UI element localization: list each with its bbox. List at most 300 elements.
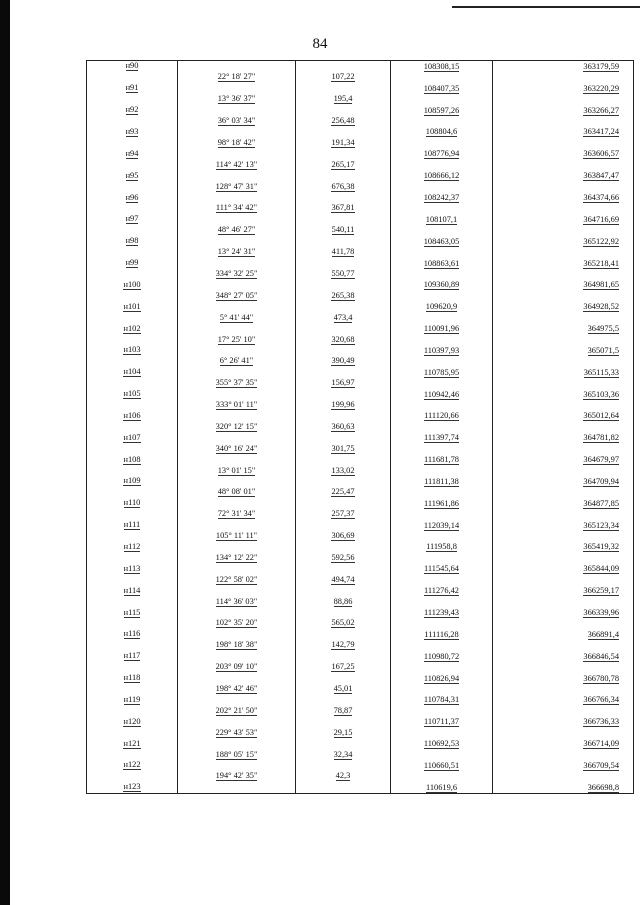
point-x xyxy=(391,389,493,400)
segment-distance-text: 265,17 xyxy=(331,159,355,169)
point-row xyxy=(87,782,634,793)
point-name xyxy=(87,61,178,72)
x-cell-empty xyxy=(391,400,493,411)
point-x xyxy=(391,83,493,94)
segment-row xyxy=(87,181,634,192)
point-x-text: 110711,37 xyxy=(424,717,459,727)
segment-angle-text: 198° 42' 46" xyxy=(215,684,258,693)
y-cell-empty xyxy=(493,334,634,345)
segment-angle-text: 203° 09' 10" xyxy=(215,662,258,672)
distance-cell-empty xyxy=(296,454,391,465)
point-row xyxy=(87,651,634,662)
point-x-text: 108407,35 xyxy=(423,83,460,93)
point-x xyxy=(391,105,493,116)
y-cell-empty xyxy=(493,705,634,716)
point-name-text: н101 xyxy=(123,301,141,311)
point-x xyxy=(391,585,493,596)
distance-cell-empty xyxy=(296,127,391,138)
point-name-text: н107 xyxy=(123,432,141,442)
point-row xyxy=(87,127,634,138)
segment-angle-text: 111° 34' 42" xyxy=(215,203,258,213)
distance-cell-empty xyxy=(296,673,391,684)
segment-angle-text: 122° 58' 02" xyxy=(215,574,258,584)
point-x-text: 111397,74 xyxy=(424,433,459,443)
segment-row xyxy=(87,356,634,367)
point-row xyxy=(87,629,634,640)
segment-angle-text: 355° 37' 35" xyxy=(215,378,258,388)
distance-cell-empty xyxy=(296,367,391,378)
distance-cell-empty xyxy=(296,476,391,487)
segment-angle-text: 36° 03' 34" xyxy=(217,116,256,126)
x-cell-empty xyxy=(391,531,493,542)
segment-angle-text: 102° 35' 20" xyxy=(215,618,258,628)
name-cell-empty xyxy=(87,596,178,607)
segment-distance-text: 191,34 xyxy=(331,137,355,147)
point-y-text: 363266,27 xyxy=(583,105,619,115)
point-y xyxy=(493,673,634,684)
point-x-text: 108597,26 xyxy=(423,105,460,115)
point-x xyxy=(391,170,493,181)
angle-cell-empty xyxy=(178,83,296,94)
angle-cell-empty xyxy=(178,585,296,596)
segment-angle xyxy=(178,116,296,127)
segment-distance-text: 167,25 xyxy=(331,662,355,672)
angle-cell-empty xyxy=(178,694,296,705)
y-cell-empty xyxy=(493,181,634,192)
segment-row xyxy=(87,509,634,520)
angle-cell-empty xyxy=(178,716,296,727)
segment-distance-text: 473,4 xyxy=(333,312,353,322)
segment-row xyxy=(87,465,634,476)
segment-distance-text: 45,01 xyxy=(333,684,353,693)
point-y-text: 363179,59 xyxy=(583,61,619,71)
point-y xyxy=(493,585,634,596)
angle-cell-empty xyxy=(178,148,296,159)
segment-angle-text: 348° 27' 05" xyxy=(215,290,258,300)
segment-row xyxy=(87,487,634,498)
point-name xyxy=(87,673,178,684)
segment-angle-text: 334° 32' 25" xyxy=(215,268,258,278)
point-row xyxy=(87,323,634,334)
y-cell-empty xyxy=(493,771,634,782)
segment-distance xyxy=(296,312,391,323)
coordinates-table xyxy=(86,60,634,794)
segment-distance xyxy=(296,400,391,411)
x-cell-empty xyxy=(391,290,493,301)
segment-angle-text: 114° 36' 03" xyxy=(215,596,258,606)
point-y-text: 364716,69 xyxy=(583,214,619,224)
x-cell-empty xyxy=(391,574,493,585)
y-cell-empty xyxy=(493,116,634,127)
segment-angle-text: 17° 25' 10" xyxy=(217,334,256,344)
point-y xyxy=(493,432,634,443)
point-y-text: 366780,78 xyxy=(583,673,619,683)
point-name-text: н98 xyxy=(125,236,139,246)
point-y-text: 366714,09 xyxy=(583,739,619,749)
segment-distance xyxy=(296,94,391,105)
name-cell-empty xyxy=(87,465,178,476)
point-x xyxy=(391,345,493,356)
segment-distance xyxy=(296,159,391,170)
point-name-text: н120 xyxy=(123,716,141,726)
name-cell-empty xyxy=(87,334,178,345)
point-row xyxy=(87,716,634,727)
segment-angle-text: 194° 42' 35" xyxy=(215,771,258,781)
point-x-text: 111681,78 xyxy=(424,455,459,465)
point-row xyxy=(87,83,634,94)
point-name-text: н114 xyxy=(123,585,141,595)
name-cell-empty xyxy=(87,290,178,301)
segment-distance xyxy=(296,662,391,673)
segment-distance-text: 88,86 xyxy=(333,596,353,606)
segment-angle xyxy=(178,749,296,760)
point-name-text: н92 xyxy=(125,105,139,115)
segment-distance-text: 42,3 xyxy=(335,771,351,781)
name-cell-empty xyxy=(87,771,178,782)
distance-cell-empty xyxy=(296,651,391,662)
x-cell-empty xyxy=(391,705,493,716)
point-y xyxy=(493,105,634,116)
point-x xyxy=(391,192,493,203)
point-name-text: н112 xyxy=(123,542,141,552)
point-y xyxy=(493,782,634,793)
x-cell-empty xyxy=(391,181,493,192)
x-cell-empty xyxy=(391,487,493,498)
point-name-text: н90 xyxy=(125,61,139,71)
point-x xyxy=(391,301,493,312)
point-x xyxy=(391,673,493,684)
name-cell-empty xyxy=(87,443,178,454)
x-cell-empty xyxy=(391,465,493,476)
point-name xyxy=(87,279,178,290)
segment-angle xyxy=(178,334,296,345)
point-name xyxy=(87,411,178,422)
segment-distance-text: 306,69 xyxy=(331,531,355,541)
point-row xyxy=(87,498,634,509)
angle-cell-empty xyxy=(178,432,296,443)
name-cell-empty xyxy=(87,400,178,411)
y-cell-empty xyxy=(493,378,634,389)
x-cell-empty xyxy=(391,312,493,323)
point-x-text: 111961,86 xyxy=(424,498,459,508)
point-name-text: н103 xyxy=(123,345,141,355)
segment-distance xyxy=(296,269,391,280)
segment-angle xyxy=(178,684,296,695)
distance-cell-empty xyxy=(296,105,391,116)
segment-distance xyxy=(296,705,391,716)
point-y xyxy=(493,498,634,509)
point-name-text: н100 xyxy=(123,279,141,289)
point-x-text: 108308,15 xyxy=(423,61,460,71)
point-x xyxy=(391,476,493,487)
point-y-text: 363417,24 xyxy=(583,127,619,137)
segment-row xyxy=(87,552,634,563)
point-row xyxy=(87,607,634,618)
point-name xyxy=(87,389,178,400)
point-y xyxy=(493,760,634,771)
point-x xyxy=(391,760,493,771)
segment-distance xyxy=(296,465,391,476)
point-y-text: 364981,65 xyxy=(583,280,619,290)
segment-distance xyxy=(296,640,391,651)
point-row xyxy=(87,61,634,72)
point-x-text: 110980,72 xyxy=(423,651,460,661)
segment-distance-text: 390,49 xyxy=(331,356,355,366)
point-y xyxy=(493,258,634,269)
y-cell-empty xyxy=(493,618,634,629)
name-cell-empty xyxy=(87,705,178,716)
point-name xyxy=(87,83,178,94)
angle-cell-empty xyxy=(178,105,296,116)
point-y xyxy=(493,323,634,334)
y-cell-empty xyxy=(493,487,634,498)
point-row xyxy=(87,585,634,596)
segment-row xyxy=(87,705,634,716)
segment-distance xyxy=(296,552,391,563)
point-y xyxy=(493,127,634,138)
point-y-text: 365844,09 xyxy=(583,564,619,574)
point-name xyxy=(87,716,178,727)
point-x xyxy=(391,629,493,640)
point-y-text: 365115,33 xyxy=(583,367,619,377)
point-y-text: 366259,17 xyxy=(583,586,619,596)
point-x-text: 111120,66 xyxy=(424,411,459,421)
segment-distance xyxy=(296,247,391,258)
segment-row xyxy=(87,531,634,542)
point-name-text: н119 xyxy=(123,694,141,704)
angle-cell-empty xyxy=(178,367,296,378)
point-row xyxy=(87,148,634,159)
segment-angle-text: 22° 18' 27" xyxy=(217,72,256,82)
point-name xyxy=(87,738,178,749)
point-row xyxy=(87,542,634,553)
point-name xyxy=(87,148,178,159)
segment-distance-text: 257,37 xyxy=(331,509,355,519)
point-y-text: 365419,32 xyxy=(583,542,619,552)
point-name xyxy=(87,498,178,509)
point-x-text: 108463,05 xyxy=(423,236,460,246)
y-cell-empty xyxy=(493,312,634,323)
point-row xyxy=(87,476,634,487)
segment-row xyxy=(87,290,634,301)
point-name xyxy=(87,367,178,378)
name-cell-empty xyxy=(87,640,178,651)
distance-cell-empty xyxy=(296,432,391,443)
segment-angle-text: 114° 42' 13" xyxy=(215,159,258,169)
segment-angle xyxy=(178,443,296,454)
y-cell-empty xyxy=(493,400,634,411)
segment-row xyxy=(87,596,634,607)
segment-distance xyxy=(296,181,391,192)
segment-angle xyxy=(178,662,296,673)
angle-cell-empty xyxy=(178,279,296,290)
segment-distance xyxy=(296,684,391,695)
point-x xyxy=(391,498,493,509)
x-cell-empty xyxy=(391,137,493,148)
x-cell-empty xyxy=(391,269,493,280)
point-name xyxy=(87,454,178,465)
distance-cell-empty xyxy=(296,236,391,247)
name-cell-empty xyxy=(87,749,178,760)
distance-cell-empty xyxy=(296,782,391,793)
segment-distance-text: 320,68 xyxy=(331,334,355,344)
name-cell-empty xyxy=(87,356,178,367)
angle-cell-empty xyxy=(178,563,296,574)
point-row xyxy=(87,170,634,181)
segment-distance-text: 592,56 xyxy=(331,552,355,562)
point-x-text: 111276,42 xyxy=(424,586,459,596)
distance-cell-empty xyxy=(296,563,391,574)
point-x xyxy=(391,607,493,618)
segment-angle-text: 340° 16' 24" xyxy=(215,443,258,453)
name-cell-empty xyxy=(87,487,178,498)
point-y xyxy=(493,279,634,290)
angle-cell-empty xyxy=(178,214,296,225)
segment-distance xyxy=(296,443,391,454)
point-y xyxy=(493,520,634,531)
point-y xyxy=(493,607,634,618)
x-cell-empty xyxy=(391,727,493,738)
name-cell-empty xyxy=(87,684,178,695)
x-cell-empty xyxy=(391,203,493,214)
point-row xyxy=(87,345,634,356)
point-row xyxy=(87,520,634,531)
point-x xyxy=(391,432,493,443)
segment-angle xyxy=(178,509,296,520)
point-name xyxy=(87,607,178,618)
point-name xyxy=(87,694,178,705)
distance-cell-empty xyxy=(296,301,391,312)
segment-angle-text: 188° 05' 15" xyxy=(215,749,258,759)
segment-distance xyxy=(296,137,391,148)
y-cell-empty xyxy=(493,72,634,83)
distance-cell-empty xyxy=(296,214,391,225)
segment-distance xyxy=(296,509,391,520)
point-name xyxy=(87,105,178,116)
point-y-text: 366339,96 xyxy=(583,608,619,618)
point-name-text: н93 xyxy=(125,126,139,136)
segment-distance-text: 107,22 xyxy=(331,72,355,82)
point-name xyxy=(87,192,178,203)
segment-row xyxy=(87,378,634,389)
x-cell-empty xyxy=(391,72,493,83)
distance-cell-empty xyxy=(296,542,391,553)
segment-angle-text: 6° 26' 41" xyxy=(219,356,254,366)
x-cell-empty xyxy=(391,771,493,782)
point-row xyxy=(87,301,634,312)
segment-angle xyxy=(178,181,296,192)
segment-angle xyxy=(178,378,296,389)
point-x-text: 110784,31 xyxy=(423,695,460,705)
point-x xyxy=(391,651,493,662)
point-y-text: 365218,41 xyxy=(583,258,619,268)
point-y xyxy=(493,563,634,574)
x-cell-empty xyxy=(391,116,493,127)
point-y-text: 365103,36 xyxy=(583,389,619,399)
point-x-text: 110660,51 xyxy=(423,760,460,770)
y-cell-empty xyxy=(493,225,634,236)
point-name-text: н116 xyxy=(123,629,141,639)
distance-cell-empty xyxy=(296,694,391,705)
angle-cell-empty xyxy=(178,738,296,749)
segment-distance-text: 494,74 xyxy=(331,574,355,584)
distance-cell-empty xyxy=(296,585,391,596)
point-row xyxy=(87,738,634,749)
name-cell-empty xyxy=(87,662,178,673)
distance-cell-empty xyxy=(296,83,391,94)
distance-cell-empty xyxy=(296,258,391,269)
angle-cell-empty xyxy=(178,476,296,487)
x-cell-empty xyxy=(391,378,493,389)
segment-row xyxy=(87,72,634,83)
point-x xyxy=(391,258,493,269)
segment-angle xyxy=(178,531,296,542)
point-row xyxy=(87,454,634,465)
segment-row xyxy=(87,334,634,345)
segment-angle xyxy=(178,72,296,83)
y-cell-empty xyxy=(493,94,634,105)
segment-angle xyxy=(178,618,296,629)
distance-cell-empty xyxy=(296,716,391,727)
y-cell-empty xyxy=(493,596,634,607)
segment-angle-text: 48° 46' 27" xyxy=(217,225,256,235)
segment-distance xyxy=(296,487,391,498)
segment-distance-text: 367,81 xyxy=(331,203,355,213)
segment-row xyxy=(87,269,634,280)
point-name xyxy=(87,651,178,662)
y-cell-empty xyxy=(493,684,634,695)
segment-angle xyxy=(178,465,296,476)
point-y xyxy=(493,170,634,181)
point-name-text: н104 xyxy=(123,367,141,377)
segment-angle xyxy=(178,640,296,651)
point-x xyxy=(391,148,493,159)
segment-angle-text: 202° 21' 50" xyxy=(215,705,258,715)
y-cell-empty xyxy=(493,443,634,454)
segment-distance-text: 676,38 xyxy=(331,181,355,191)
point-y-text: 366846,54 xyxy=(583,651,619,661)
point-name-text: н111 xyxy=(123,520,141,530)
point-name-text: н106 xyxy=(123,410,141,420)
segment-angle xyxy=(178,312,296,323)
point-x-text: 109360,89 xyxy=(423,280,460,290)
segment-distance xyxy=(296,727,391,738)
point-name xyxy=(87,629,178,640)
name-cell-empty xyxy=(87,137,178,148)
point-y-text: 364679,97 xyxy=(583,455,619,465)
point-name-text: н95 xyxy=(125,170,139,180)
point-name-text: н97 xyxy=(125,214,139,224)
segment-angle xyxy=(178,727,296,738)
point-y xyxy=(493,716,634,727)
segment-angle xyxy=(178,421,296,432)
point-y-text: 365123,34 xyxy=(583,520,619,530)
point-x-text: 111239,43 xyxy=(424,608,459,618)
name-cell-empty xyxy=(87,225,178,236)
point-y xyxy=(493,192,634,203)
point-y-text: 364877,85 xyxy=(583,498,619,508)
distance-cell-empty xyxy=(296,192,391,203)
segment-angle-text: 5° 41' 44" xyxy=(219,312,254,322)
segment-angle xyxy=(178,356,296,367)
point-x-text: 111958,8 xyxy=(426,542,457,552)
point-x-text: 108666,12 xyxy=(423,171,460,181)
point-name xyxy=(87,760,178,771)
segment-distance xyxy=(296,618,391,629)
x-cell-empty xyxy=(391,159,493,170)
distance-cell-empty xyxy=(296,170,391,181)
point-y-text: 365012,64 xyxy=(583,411,619,421)
